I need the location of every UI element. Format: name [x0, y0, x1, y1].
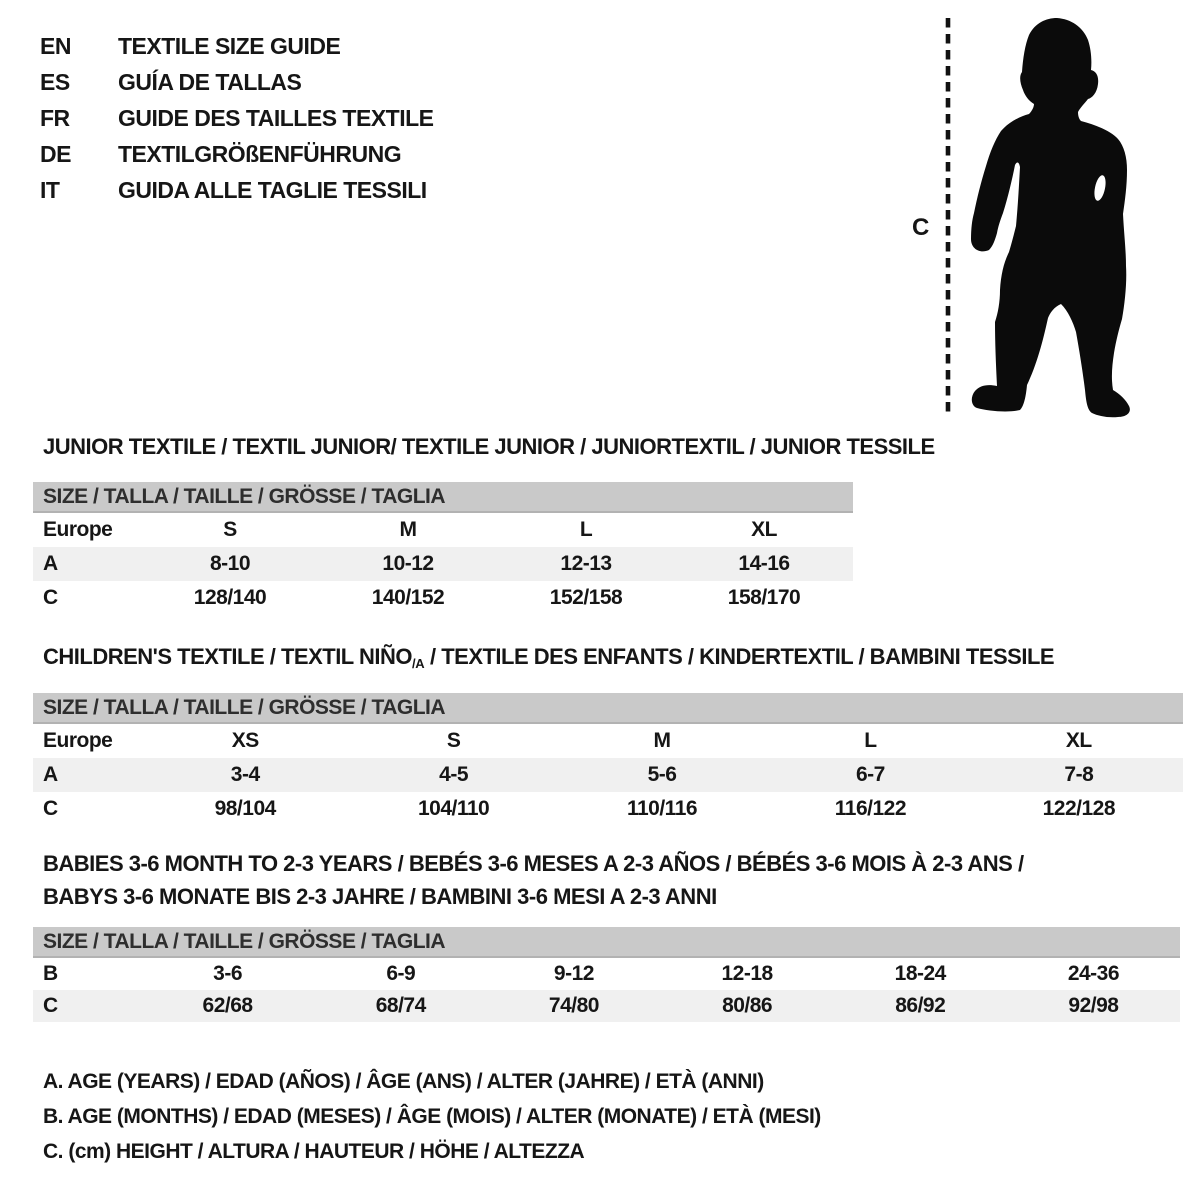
language-label: GUÍA DE TALLAS [118, 68, 302, 95]
table-cell: 74/80 [548, 994, 599, 1017]
table-cell: 3-4 [230, 763, 260, 786]
language-code: ES [40, 68, 70, 95]
table-cell: 116/122 [834, 797, 907, 820]
language-label: GUIDE DES TAILLES TEXTILE [118, 104, 434, 131]
size-header-band: SIZE / TALLA / TAILLE / GRÖSSE / TAGLIA [33, 482, 853, 513]
table-cell: 8-10 [209, 552, 251, 575]
language-row [40, 172, 434, 208]
table-cell: 104/110 [417, 797, 490, 820]
table-cell: 9-12 [553, 962, 594, 985]
table-cell: 128/140 [193, 586, 267, 609]
table-cell: 110/116 [626, 797, 698, 820]
table-cell: 4-5 [439, 763, 469, 786]
table-cell: XL [1065, 729, 1092, 752]
table-cell: 12-18 [721, 962, 773, 985]
row-label: B [43, 962, 58, 985]
measurement-legend [43, 1064, 821, 1169]
table-cell: 122/128 [1042, 797, 1116, 820]
babies-title-line2: BABYS 3-6 MONATE BIS 2-3 JAHRE / BAMBINI 3-6 MESI A 2-3 ANNI [43, 884, 717, 909]
table-row [33, 547, 853, 581]
height-measure-label: C [912, 214, 929, 241]
language-label: TEXTILE SIZE GUIDE [118, 32, 341, 59]
table-cell: 12-13 [560, 552, 612, 575]
table-row [33, 792, 1183, 826]
table-cell: 3-6 [213, 962, 243, 985]
language-code: IT [40, 176, 60, 203]
language-label: TEXTILGRÖßENFÜHRUNG [118, 140, 402, 167]
children-section-title [43, 644, 1054, 677]
babies-title-line1: BABIES 3-6 MONTH TO 2-3 YEARS / BEBÉS 3-6 MESES A 2-3 AÑOS / BÉBÉS 3-6 MOIS À 2-3 ANS / [43, 851, 1024, 876]
language-label: GUIDA ALLE TAGLIE TESSILI [118, 176, 427, 203]
table-cell: XL [751, 518, 777, 541]
size-header-band: SIZE / TALLA / TAILLE / GRÖSSE / TAGLIA [33, 927, 1180, 958]
table-row [33, 990, 1180, 1022]
language-code: EN [40, 32, 71, 59]
babies-size-table [33, 927, 1180, 1022]
table-cell: XS [231, 729, 259, 752]
table-cell: 18-24 [894, 962, 946, 985]
size-header-band: SIZE / TALLA / TAILLE / GRÖSSE / TAGLIA [33, 693, 1183, 724]
table-cell: M [653, 729, 671, 752]
language-row [40, 28, 434, 64]
legend-line: A. AGE (YEARS) / EDAD (AÑOS) / ÂGE (ANS) / ALTER (JAHRE) / ETÀ (ANNI) [43, 1070, 764, 1093]
table-cell: M [399, 518, 417, 541]
table-cell: 10-12 [382, 552, 434, 575]
table-cell: 6-7 [855, 763, 885, 786]
table-cell: 7-8 [1064, 763, 1094, 786]
row-label: C [43, 994, 58, 1017]
table-cell: L [579, 518, 593, 541]
table-cell: 62/68 [202, 994, 253, 1017]
row-label: A [43, 552, 58, 575]
table-row [33, 958, 1180, 990]
legend-line: C. (cm) HEIGHT / ALTURA / HAUTEUR / HÖHE / ALTEZZA [43, 1140, 585, 1163]
babies-section-title [43, 847, 1024, 913]
table-cell: 14-16 [738, 552, 790, 575]
table-cell: 86/92 [895, 994, 946, 1017]
table-cell: 6-9 [386, 962, 416, 985]
language-code: DE [40, 140, 71, 167]
language-row [40, 64, 434, 100]
table-row [33, 581, 853, 615]
table-cell: 140/152 [371, 586, 445, 609]
children-title-subscript: /A [411, 656, 425, 671]
row-label: Europe [43, 729, 113, 752]
language-row [40, 136, 434, 172]
toddler-silhouette-icon [968, 14, 1140, 422]
row-label: C [43, 586, 58, 609]
table-cell: 152/158 [549, 586, 623, 609]
table-row [33, 758, 1183, 792]
children-size-table [33, 693, 1183, 826]
legend-line: B. AGE (MONTHS) / EDAD (MESES) / ÂGE (MOIS) / ALTER (MONATE) / ETÀ (MESI) [43, 1105, 821, 1128]
row-label: A [43, 763, 58, 786]
row-label: Europe [43, 518, 113, 541]
table-cell: S [223, 518, 237, 541]
table-cell: 158/170 [727, 586, 801, 609]
table-cell: S [446, 729, 461, 752]
language-row [40, 100, 434, 136]
row-label: C [43, 797, 58, 820]
height-measure-line [944, 16, 952, 418]
table-cell: 24-36 [1067, 962, 1120, 985]
table-cell: 5-6 [647, 763, 677, 786]
table-cell: 98/104 [214, 797, 276, 820]
junior-section-title: JUNIOR TEXTILE / TEXTIL JUNIOR/ TEXTILE JUNIOR / JUNIORTEXTIL / JUNIOR TESSILE [43, 434, 935, 459]
table-cell: L [864, 729, 877, 752]
table-row [33, 513, 853, 547]
table-cell: 68/74 [375, 994, 426, 1017]
junior-size-table [33, 482, 853, 615]
table-cell: 80/86 [722, 994, 773, 1017]
language-code: FR [40, 104, 70, 131]
language-list [40, 28, 434, 208]
children-title-suffix: / TEXTILE DES ENFANTS / KINDERTEXTIL / BAMBINI TESSILE [424, 644, 1055, 669]
table-cell: 92/98 [1068, 994, 1119, 1017]
table-row [33, 724, 1183, 758]
children-title-prefix: CHILDREN'S TEXTILE / TEXTIL NIÑO [43, 644, 412, 669]
